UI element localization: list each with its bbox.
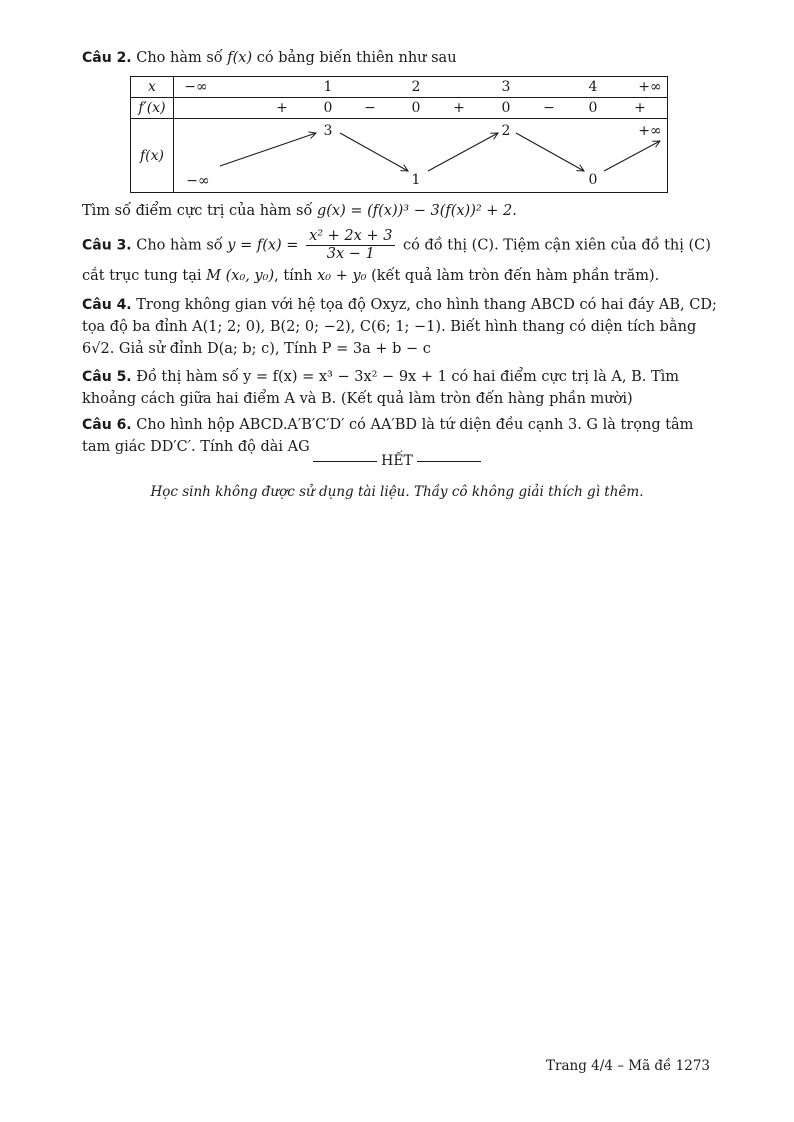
f-value: +∞: [638, 123, 662, 139]
fraction: $\frac{\text{x² + 2x + 3}}{3x - 1}$: [306, 228, 395, 263]
arrow-down: [516, 133, 584, 171]
question-label: Câu 4.: [82, 297, 132, 313]
row-derivative-label: f′(x): [131, 98, 174, 119]
x-value: 3: [501, 79, 511, 95]
question-5: [82, 366, 722, 410]
derivative-zero: 0: [588, 100, 598, 116]
derivative-zero: 0: [501, 100, 511, 116]
question-label: Câu 2.: [82, 50, 132, 66]
question-label: Câu 3.: [82, 237, 132, 254]
f-value: 3: [323, 123, 333, 139]
f-value: 1: [411, 172, 421, 188]
question-2-intro: Câu 2. Cho hàm số f(x) có bảng biến thiên như sau: [82, 50, 457, 66]
question-3: Câu 3. Cho hàm số y = f(x) = $\frac{\text{x² + 2x + 3}}{3x - 1}$ có đồ thị (C). Tiệm cận xiên của đồ thị (C) cắt trục tung tại M (x₀, y₀), tính x₀ + y₀ (kết quả làm tròn đến hàm phần trăm).: [82, 228, 711, 284]
f-variation-row: [174, 119, 668, 193]
x-value: 1: [323, 79, 333, 95]
derivative-sign: −: [543, 100, 555, 116]
row-f-label: f(x): [131, 119, 174, 193]
question-text: Cho hình hộp ABCD.A′B′C′D′ có AA′BD là tứ diện đều cạnh 3. G là trọng tâm tam giác DD′C′. Tính độ dài AG: [82, 417, 694, 455]
question-text: Đồ thị hàm số y = f(x) = x³ − 3x² − 9x + 1 có hai điểm cực trị là A, B. Tìm khoảng cách giữa hai điểm A và B. (Kết quả làm tròn đến hàng phần mười): [82, 369, 680, 407]
variation-table: [130, 76, 668, 193]
end-marker: HẾT: [0, 453, 794, 469]
derivative-sign: +: [634, 100, 646, 116]
exam-note: Học sinh không được sử dụng tài liệu. Thầy cô không giải thích gì thêm.: [150, 484, 644, 500]
derivative-row: [174, 98, 668, 119]
derivative-zero: 0: [411, 100, 421, 116]
question-2-prompt: Tìm số điểm cực trị của hàm số g(x) = (f(x))³ − 3(f(x))² + 2.: [82, 203, 517, 219]
derivative-sign: +: [276, 100, 288, 116]
derivative-zero: 0: [323, 100, 333, 116]
question-4: [82, 294, 722, 360]
question-text: Trong không gian với hệ tọa độ Oxyz, cho hình thang ABCD có hai đáy AB, CD; tọa độ ba đỉnh A(1; 2; 0), B(2; 0; −2), C(6; 1; −1). Biết hình thang có diện tích bằng 6√2. Giả sử đỉnh D(a; b; c), Tính P = 3a + b − c: [82, 297, 717, 357]
x-value: +∞: [638, 79, 662, 95]
question-6: [82, 414, 722, 458]
x-value: −∞: [184, 79, 208, 95]
arrow-down: [340, 133, 408, 171]
arrow-up: [220, 133, 316, 166]
x-values-row: [174, 77, 668, 98]
f-value: −∞: [186, 173, 210, 189]
derivative-sign: −: [364, 100, 376, 116]
x-value: 4: [588, 79, 598, 95]
row-x-label: x: [131, 77, 174, 98]
f-value: 2: [501, 123, 511, 139]
arrow-up: [428, 133, 498, 171]
page-footer: Trang 4/4 – Mã đề 1273: [546, 1058, 710, 1074]
f-value: 0: [588, 172, 598, 188]
question-label: Câu 5.: [82, 369, 132, 385]
question-label: Câu 6.: [82, 417, 132, 433]
arrow-up: [604, 141, 660, 171]
x-value: 2: [411, 79, 421, 95]
derivative-sign: +: [453, 100, 465, 116]
